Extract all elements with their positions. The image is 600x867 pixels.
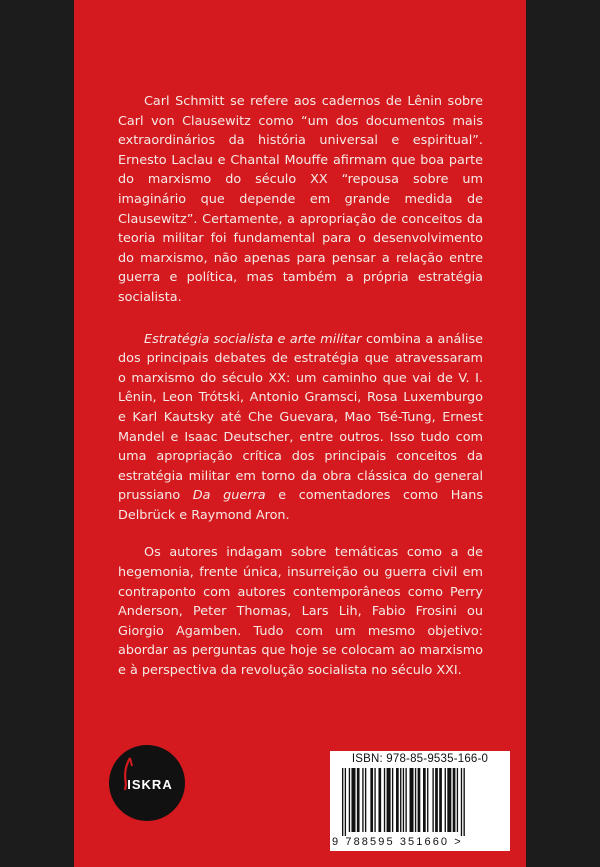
barcode-bar <box>415 768 416 832</box>
barcode-bar <box>427 768 428 832</box>
barcode-bar <box>439 768 442 832</box>
barcode-box <box>330 751 510 851</box>
barcode-bar <box>400 768 401 832</box>
barcode-bar <box>435 768 438 832</box>
barcode-bar <box>464 768 465 836</box>
paragraph-3: Os autores indagam sobre temáticas como a de hegemonia, frente única, insurreição ou guerra civil em contraponto com autores contemporâneos como Perry Anderson, Peter Thomas, Lars Lih, Fabio Frosini ou Giorgio Agamben. Tudo com um mesmo objetivo: abordar as perguntas que hoje se colocam ao marxismo e à perspectiva da revolução socialista no século XXI. <box>118 545 483 679</box>
barcode-bar <box>345 768 346 836</box>
barcode-bar <box>392 768 393 832</box>
paragraph-2-part-1: combina a análise dos principais debates de estratégia que atravessaram o marxismo do século XX: um caminho que vai de V. I. Lênin, Leon Trótski, Antonio Gramsci, Rosa Luxemburgo e Karl Kautsky até Che Guevara, Mao Tsé-Tung, Ernest Mandel e Isaac Deutscher, entre outros. Isso tudo com uma apropriação crítica dos principais conceitos da estratégia militar em torno da obra clássica do general prussiano <box>118 331 483 504</box>
barcode-bar <box>396 768 399 832</box>
work-title: Da guerra <box>192 488 266 504</box>
barcode-bar <box>387 768 391 832</box>
barcode-bar <box>362 768 363 832</box>
synopsis-text <box>118 92 483 681</box>
barcode-bar <box>351 768 355 832</box>
barcode-bar <box>432 768 433 832</box>
barcode-bar <box>453 768 456 832</box>
barcode-bar <box>342 768 343 836</box>
barcode-bar <box>357 768 360 832</box>
iskra-logo <box>108 744 186 822</box>
barcode-bar <box>447 768 451 832</box>
paragraph-2-part-2: e comentadores como Hans Delbrück e Raymond Aron. <box>118 488 484 523</box>
isbn-label: ISBN: 978-85-9535-166-0 <box>351 753 489 765</box>
barcode-bar <box>461 768 462 836</box>
barcode-bar <box>445 768 446 832</box>
barcode-bar <box>374 768 375 832</box>
paragraph-1: Carl Schmitt se refere aos cadernos de Lênin sobre Carl von Clausewitz como “um dos documentos mais extraordinários da história universal e espiritual”. Ernesto Laclau e Chantal Mouffe afirmam que boa parte do marxismo do século XX “repousa sobre um imaginário que depende em grande medida de Clausewitz”. Certamente, a apropriação de conceitos da teoria militar foi fundamental para o desenvolvimento do marxismo, não apenas para pensar a relação entre guerra e política, mas também a própria estratégia socialista. <box>118 94 483 305</box>
barcode-bar <box>365 768 366 832</box>
barcode-bars <box>340 768 500 836</box>
barcode-bar <box>378 768 381 832</box>
barcode-bar <box>405 768 406 832</box>
barcode-bar <box>423 768 426 832</box>
barcode-bar <box>410 768 414 832</box>
barcode-bar <box>349 768 350 832</box>
logo-text: ISKRA <box>127 777 173 792</box>
barcode-bar <box>418 768 421 832</box>
barcode-digits: 9 788595 351660 > <box>332 836 463 848</box>
barcode-bar <box>457 768 458 832</box>
paragraph-2 <box>118 330 483 526</box>
book-title: Estratégia socialista e arte militar <box>144 331 362 347</box>
barcode-bar <box>384 768 385 832</box>
barcode-bar <box>370 768 373 832</box>
barcode-bar <box>403 768 404 832</box>
